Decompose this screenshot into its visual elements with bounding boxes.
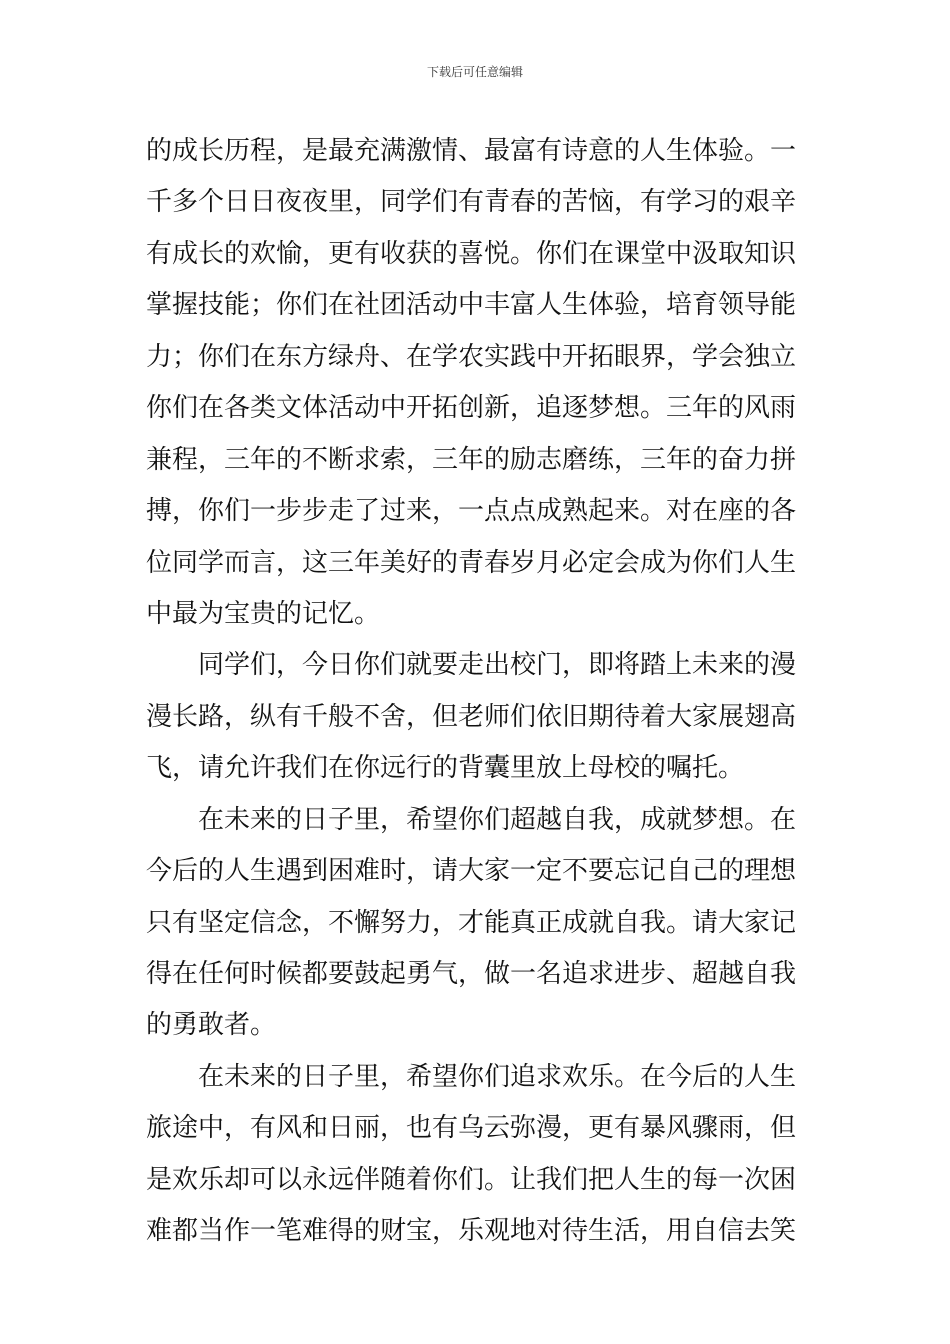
- text-line: 掌握技能；你们在社团活动中丰富人生体验，培育领导能: [146, 290, 797, 321]
- text-line: 只有坚定信念，不懈努力，才能真正成就自我。请大家记: [146, 907, 797, 938]
- text-line: 得在任何时候都要鼓起勇气，做一名追求进步、超越自我: [146, 959, 797, 989]
- page-header: 下载后可任意编辑: [426, 65, 523, 79]
- text-line: 有成长的欢愉，更有收获的喜悦。你们在课堂中汲取知识: [146, 238, 797, 269]
- text-line: 飞，请允许我们在你远行的背囊里放上母校的嘱托。: [146, 753, 745, 784]
- text-line: 搏，你们一步步走了过来，一点点成熟起来。对在座的各: [146, 496, 797, 527]
- text-line: 千多个日日夜夜里，同学们有青春的苦恼，有学习的艰辛: [146, 187, 797, 218]
- text-line: 中最为宝贵的记忆。: [146, 598, 381, 629]
- document-body: [146, 126, 808, 1258]
- text-line: 位同学而言，这三年美好的青春岁月必定会成为你们人生: [146, 547, 797, 578]
- text-line: 兼程，三年的不断求索，三年的励志磨练，三年的奋力拼: [146, 444, 797, 475]
- text-line: 力；你们在东方绿舟、在学农实践中开拓眼界，学会独立: [146, 341, 797, 372]
- text-line: 的成长历程，是最充满激情、最富有诗意的人生体验。一: [146, 136, 797, 166]
- text-line: 旅途中，有风和日丽，也有乌云弥漫，更有暴风骤雨，但: [146, 1113, 797, 1144]
- text-line: 难都当作一笔难得的财宝，乐观地对待生活，用自信去笑: [146, 1216, 797, 1247]
- text-line: 漫长路，纵有千般不舍，但老师们依旧期待着大家展翅高: [146, 701, 797, 732]
- paragraph-first-line: 在未来的日子里，希望你们超越自我，成就梦想。在: [198, 804, 797, 835]
- text-line: 是欢乐却可以永远伴随着你们。让我们把人生的每一次困: [146, 1164, 797, 1195]
- text-line: 你们在各类文体活动中开拓创新，追逐梦想。三年的风雨: [146, 393, 797, 424]
- paragraph-first-line: 在未来的日子里，希望你们追求欢乐。在今后的人生: [198, 1061, 797, 1092]
- text-line: 的勇敢者。: [146, 1010, 277, 1041]
- paragraph-first-line: 同学们，今日你们就要走出校门，即将踏上未来的漫: [198, 650, 797, 681]
- text-line: 今后的人生遇到困难时，请大家一定不要忘记自己的理想: [146, 856, 797, 887]
